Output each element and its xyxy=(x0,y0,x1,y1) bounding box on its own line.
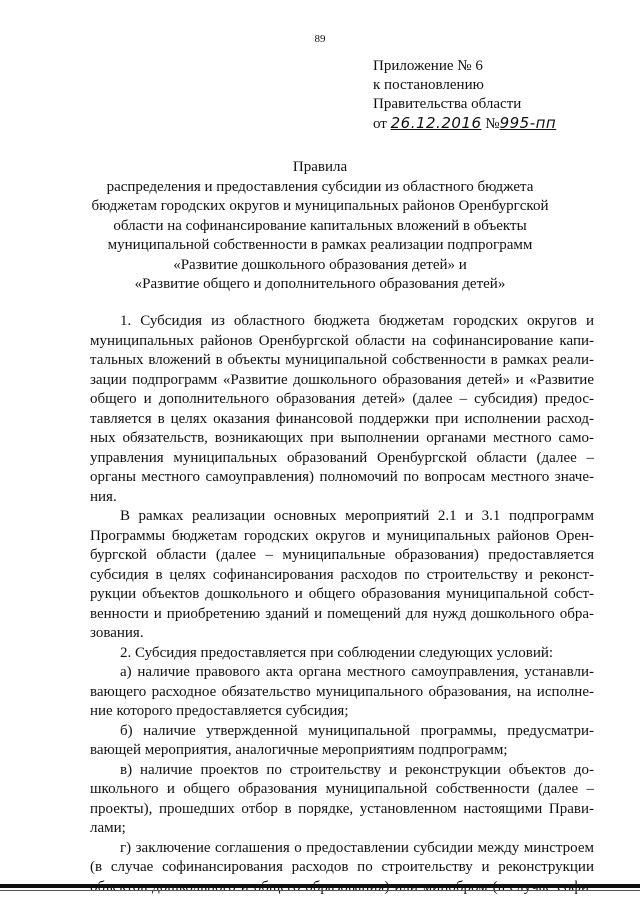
paragraph-line: Программы бюджетам городских округов и муниципальных районов Орен- xyxy=(90,527,594,544)
appendix-title: Приложение № 6 xyxy=(373,58,483,74)
date-prefix: от xyxy=(373,116,387,132)
paragraph-line: рукции объектов дошкольного и общего образования муниципальной собст- xyxy=(90,586,594,602)
appendix-reference: к постановлению xyxy=(373,77,484,93)
title-line: «Развитие дошкольного образования детей» и xyxy=(173,256,467,273)
paragraph-line: органы местного самоуправления) полномочий по вопросам местного значе- xyxy=(90,469,594,485)
title-line: бюджетам городских округов и муниципальных районов Оренбургской xyxy=(91,198,549,214)
title-line: муниципальной собственности в рамках реализации подпрограмм xyxy=(107,237,533,253)
paragraph-line: тавляется в целях оказания финансовой поддержки при исполнении расход- xyxy=(90,410,594,427)
paragraph-line: зования. xyxy=(90,625,144,641)
title-line: области на софинансирование капитальных вложений в объекты xyxy=(113,217,527,234)
paragraph-line: лами; xyxy=(90,820,126,836)
decree-date: 26.12.2016 xyxy=(390,114,482,132)
paragraph-line: управления муниципальных образований Оренбургской области (далее – xyxy=(90,449,594,466)
paragraph-line: субсидия в целях софинансирования расходов по строительству и реконст- xyxy=(90,566,594,583)
decree-number: 995-пп xyxy=(499,114,557,132)
title-line: распределения и предоставления субсидии из областного бюджета xyxy=(106,178,534,195)
paragraph-line: тальных вложений в объекты муниципальной собственности в рамках реали- xyxy=(90,352,594,368)
paragraph-line: ние которого предоставляется субсидия; xyxy=(90,703,349,719)
paragraph-line: (в случае софинансирования расходов по строительству и реконструкции xyxy=(90,859,594,875)
paragraph-line: в) наличие проектов по строительству и реконструкции объектов до- xyxy=(120,761,594,778)
paragraph-line: 2. Субсидия предоставляется при соблюдении следующих условий: xyxy=(120,644,554,661)
appendix-date-line xyxy=(373,114,556,134)
number-prefix: № xyxy=(485,116,500,132)
paragraph-line: б) наличие утвержденной муниципальной программы, предусматри- xyxy=(120,722,594,739)
paragraph-line: венности и приобретению зданий и помещений для нужд дошкольного обра- xyxy=(90,605,594,622)
paragraph-line: общего и дополнительного образования детей» (далее – субсидия) предос- xyxy=(90,391,594,407)
scan-bottom-edge-line xyxy=(0,890,640,891)
page-number: 89 xyxy=(314,33,326,45)
paragraph-line: зации подпрограмм «Развитие дошкольного образования детей» и «Развитие xyxy=(90,371,594,388)
paragraph-line: бургской области (далее – муниципальные образования) предоставляется xyxy=(90,547,594,563)
paragraph-line: В рамках реализации основных мероприятий 2.1 и 3.1 подпрограмм xyxy=(120,508,594,524)
document-body xyxy=(90,312,594,897)
appendix-authority: Правительства области xyxy=(373,96,522,112)
paragraph-line: 1. Субсидия из областного бюджета бюджетам городских округов и xyxy=(120,313,594,329)
paragraph-line: ных обязательств, возникающих при выполнении органами местного само- xyxy=(90,430,594,446)
paragraph-line: г) заключение соглашения о предоставлении субсидии между минстроем xyxy=(120,839,594,856)
title-line: Правила xyxy=(292,159,348,175)
paragraph-line: ния. xyxy=(90,488,117,505)
paragraph-line: а) наличие правового акта органа местного самоуправления, устанавли- xyxy=(120,664,594,680)
paragraph-line: муниципальных районов Оренбургской области на софинансирование капи- xyxy=(90,332,594,349)
scan-bottom-edge xyxy=(0,884,640,888)
paragraph-line: школьного и общего образования муниципальной собственности (далее – xyxy=(90,781,594,797)
appendix-header xyxy=(373,57,556,134)
paragraph-line: вающего расходное обязательство муниципального образования, на исполне- xyxy=(90,683,594,700)
paragraph-line: вающей мероприятия, аналогичные мероприятиям подпрограмм; xyxy=(90,742,508,758)
title-line: «Развитие общего и дополнительного образования детей» xyxy=(134,276,506,292)
document-title xyxy=(60,158,580,295)
paragraph-line: проекты), прошедших отбор в порядке, установленном настоящими Прави- xyxy=(90,800,594,817)
